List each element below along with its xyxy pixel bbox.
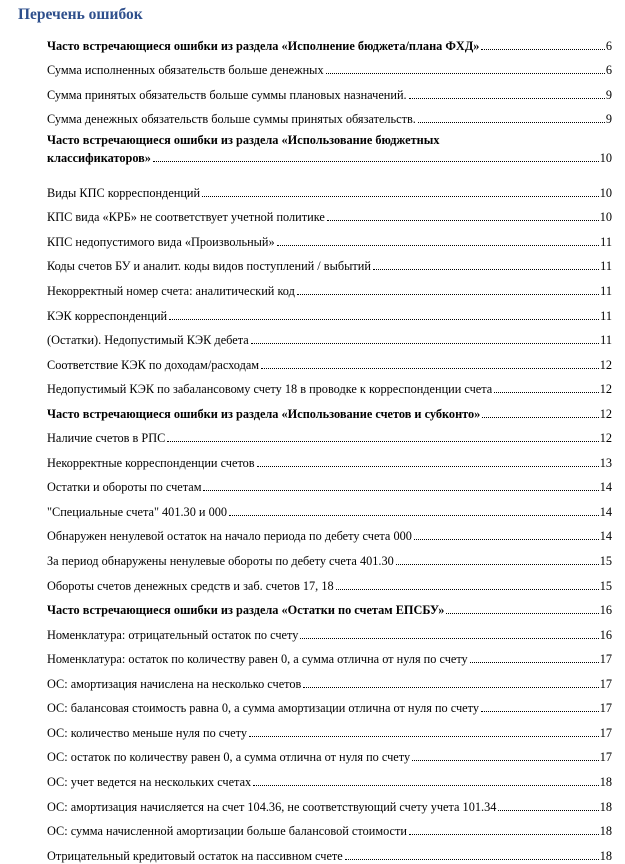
dot-leader	[303, 686, 598, 688]
toc-entry[interactable]	[47, 691, 612, 716]
toc-page-number: 11	[600, 234, 612, 249]
toc-entry[interactable]	[47, 617, 612, 642]
dot-leader	[300, 637, 598, 639]
toc-page-number: 11	[600, 333, 612, 348]
toc-entry[interactable]	[47, 273, 612, 298]
toc-entry[interactable]	[47, 347, 612, 372]
toc-page-number: 6	[605, 63, 612, 78]
toc-entry[interactable]	[47, 470, 612, 495]
toc-entry-text: КПС вида «КРБ» не соответствует учетной политике	[47, 210, 325, 225]
toc-page-number: 16	[599, 627, 612, 642]
toc-entry-text: КЭК корреспонденций	[47, 308, 168, 323]
toc-entry[interactable]	[47, 838, 612, 863]
toc-entry[interactable]	[47, 200, 612, 225]
toc-entry[interactable]	[47, 740, 612, 765]
toc-entry[interactable]	[47, 102, 612, 127]
toc-entry-text: Соответствие КЭК по доходам/расходам	[47, 357, 260, 372]
toc-entry-text: Наличие счетов в РПС	[47, 431, 166, 446]
toc-entry[interactable]	[47, 666, 612, 691]
dot-leader	[203, 489, 598, 491]
toc-entry-text: Отрицательный кредитовый остаток на пассивном счете	[47, 848, 343, 863]
toc-entry[interactable]	[47, 445, 612, 470]
dot-leader	[253, 784, 599, 786]
toc-page-number: 10	[599, 210, 612, 225]
toc-entry-text: Номенклатура: остаток по количеству равен 0, а сумма отлична от нуля по счету	[47, 652, 468, 667]
dot-leader	[412, 759, 599, 761]
toc-section-entry[interactable]	[47, 126, 612, 175]
dot-leader	[345, 858, 599, 860]
toc-page-number: 14	[599, 480, 612, 495]
dot-leader	[414, 538, 599, 540]
toc-entry-text: Остатки и обороты по счетам	[47, 480, 202, 495]
toc-page-number: 6	[605, 38, 612, 53]
toc-entry-text: ОС: количество меньше нуля по счету	[47, 725, 248, 740]
toc-page-number: 17	[599, 652, 612, 667]
dot-leader	[326, 72, 605, 74]
toc-page-number: 16	[599, 603, 612, 618]
dot-leader	[498, 809, 598, 811]
toc-entry[interactable]	[47, 372, 612, 397]
dot-leader	[396, 563, 599, 565]
toc-entry-text: ОС: учет ведется на нескольких счетах	[47, 774, 252, 789]
table-of-contents	[47, 28, 612, 863]
toc-page-number: 10	[599, 185, 612, 200]
toc-page-number: 17	[599, 676, 612, 691]
toc-entry[interactable]	[47, 642, 612, 667]
dot-leader	[202, 195, 599, 197]
toc-entry-text: ОС: амортизация начислена на несколько счетов	[47, 676, 302, 691]
toc-entry-text: КПС недопустимого вида «Произвольный»	[47, 234, 275, 249]
toc-entry-text: Номенклатура: отрицательный остаток по счету	[47, 627, 299, 642]
toc-page-number: 9	[605, 87, 612, 102]
toc-page-number: 11	[600, 308, 612, 323]
toc-page-number: 15	[599, 578, 612, 593]
dot-leader	[277, 244, 600, 246]
dot-leader	[153, 160, 599, 162]
toc-entry-text: Обороты счетов денежных средств и заб. счетов 17, 18	[47, 578, 334, 593]
toc-page-number: 9	[605, 112, 612, 127]
toc-entry-text: ОС: остаток по количеству равен 0, а сумма отлична от нуля по счету	[47, 750, 411, 765]
toc-entry[interactable]	[47, 494, 612, 519]
toc-entry-text: Коды счетов БУ и аналит. коды видов поступлений / выбытий	[47, 259, 371, 274]
dot-leader	[297, 293, 599, 295]
toc-page-number: 18	[599, 848, 612, 863]
toc-entry[interactable]	[47, 814, 612, 839]
toc-entry-text: Некорректный номер счета: аналитический код	[47, 284, 295, 299]
dot-leader	[409, 97, 605, 99]
toc-section-entry[interactable]	[47, 396, 612, 421]
toc-page-number: 13	[599, 455, 612, 470]
toc-page-number: 18	[599, 799, 612, 814]
toc-entry-text-line1: Часто встречающиеся ошибки из раздела «Использование бюджетных	[47, 133, 440, 148]
toc-page-number: 18	[599, 824, 612, 839]
toc-entry[interactable]	[47, 543, 612, 568]
toc-page-number: 17	[599, 725, 612, 740]
toc-entry-text: "Специальные счета" 401.30 и 000	[47, 504, 228, 519]
toc-page-number: 12	[599, 357, 612, 372]
toc-entry-text: Часто встречающиеся ошибки из раздела «Исполнение бюджета/плана ФХД»	[47, 38, 480, 53]
toc-page-number: 10	[599, 151, 612, 166]
toc-entry[interactable]	[47, 764, 612, 789]
toc-entry-text: Виды КПС корреспонденций	[47, 185, 201, 200]
toc-entry[interactable]	[47, 224, 612, 249]
toc-entry[interactable]	[47, 53, 612, 78]
toc-entry-text: За период обнаружены ненулевые обороты по дебету счета 401.30	[47, 554, 394, 569]
toc-section-entry[interactable]	[47, 28, 612, 53]
dot-leader	[481, 710, 599, 712]
toc-entry-text: ОС: амортизация начисляется на счет 104.36, не соответствующий счету учета 101.34	[47, 799, 497, 814]
toc-entry[interactable]	[47, 77, 612, 102]
dot-leader	[481, 48, 604, 50]
toc-page-number: 11	[600, 259, 612, 274]
toc-entry[interactable]	[47, 249, 612, 274]
dot-leader	[167, 440, 598, 442]
dot-leader	[336, 588, 599, 590]
toc-entry-line2	[47, 151, 612, 165]
dot-leader	[229, 514, 599, 516]
dot-leader	[261, 367, 599, 369]
toc-entry-text: Сумма исполненных обязательств больше денежных	[47, 63, 324, 78]
toc-entry-text: классификаторов»	[47, 151, 151, 166]
toc-page-number: 11	[600, 284, 612, 299]
toc-entry-text: ОС: сумма начисленной амортизации больше балансовой стоимости	[47, 824, 407, 839]
toc-page-number: 14	[599, 504, 612, 519]
toc-entry-text: Некорректные корреспонденции счетов	[47, 455, 255, 470]
dot-leader	[470, 661, 599, 663]
toc-entry-text: Часто встречающиеся ошибки из раздела «Использование счетов и субконто»	[47, 406, 481, 421]
toc-entry-text: Обнаружен ненулевой остаток на начало периода по дебету счета 000	[47, 529, 412, 544]
toc-page-number: 14	[599, 529, 612, 544]
dot-leader	[373, 268, 599, 270]
toc-entry[interactable]	[47, 568, 612, 593]
dot-leader	[418, 121, 605, 123]
dot-leader	[482, 416, 598, 418]
toc-page-number: 12	[599, 382, 612, 397]
page-title: Перечень ошибок	[18, 6, 143, 23]
toc-page-number: 18	[599, 774, 612, 789]
toc-entry[interactable]	[47, 519, 612, 544]
toc-entry[interactable]	[47, 298, 612, 323]
toc-entry[interactable]	[47, 175, 612, 200]
dot-leader	[446, 612, 598, 614]
toc-entry-text: Сумма принятых обязательств больше суммы плановых назначений.	[47, 87, 407, 102]
toc-page-number: 12	[599, 406, 612, 421]
toc-page-number: 17	[599, 701, 612, 716]
toc-entry-text: (Остатки). Недопустимый КЭК дебета	[47, 333, 249, 348]
dot-leader	[251, 342, 599, 344]
dot-leader	[409, 833, 599, 835]
toc-entry[interactable]	[47, 715, 612, 740]
dot-leader	[327, 219, 599, 221]
toc-page-number: 15	[599, 554, 612, 569]
toc-page-number: 12	[599, 431, 612, 446]
toc-section-entry[interactable]	[47, 593, 612, 618]
toc-entry-text: Сумма денежных обязательств больше суммы принятых обязательств.	[47, 112, 416, 127]
toc-entry-text: ОС: балансовая стоимость равна 0, а сумма амортизации отлична от нуля по счету	[47, 701, 479, 716]
toc-entry-text: Часто встречающиеся ошибки из раздела «Остатки по счетам ЕПСБУ»	[47, 603, 445, 618]
toc-page-number: 17	[599, 750, 612, 765]
dot-leader	[257, 465, 599, 467]
toc-entry[interactable]	[47, 421, 612, 446]
toc-entry-text: Недопустимый КЭК по забалансовому счету 18 в проводке к корреспонденции счета	[47, 382, 493, 397]
dot-leader	[249, 735, 599, 737]
dot-leader	[494, 391, 598, 393]
dot-leader	[169, 318, 599, 320]
toc-entry[interactable]	[47, 323, 612, 348]
toc-entry[interactable]	[47, 789, 612, 814]
